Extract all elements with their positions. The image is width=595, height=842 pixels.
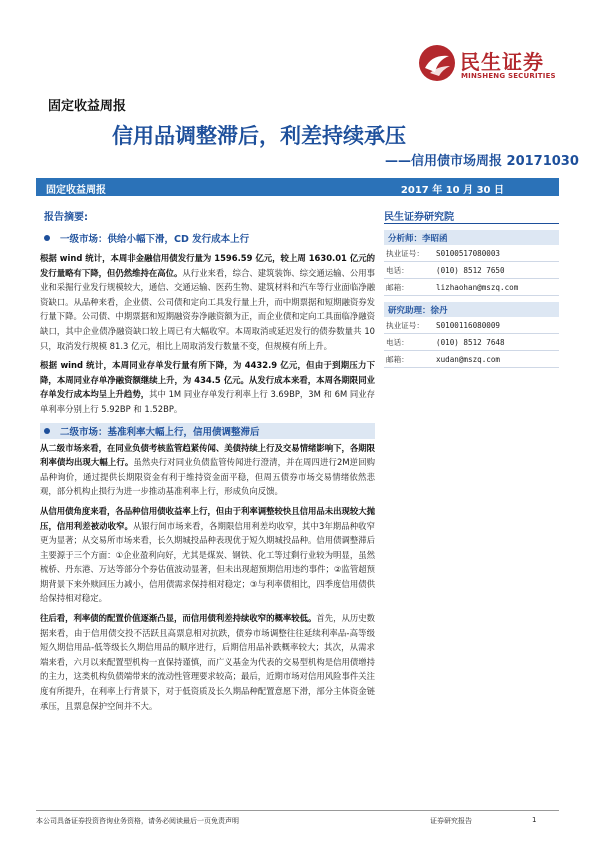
paragraph-bold: 根据 wind 统计，本周同业存单发行量有所下降，为 4432.9 亿元，但由于到期压力下降，本周同业存单净融资额继续上升，为 434.5 亿元。从发行成本来看，本周各期限同业存单发行成本均呈上升趋势，	[40, 360, 375, 400]
row-label: 邮箱：	[386, 354, 409, 364]
footer-disclaimer: 本公司具备证券投资咨询业务资格，请务必阅读最后一页免责声明	[36, 817, 239, 825]
row-value: (010) 8512 7648	[436, 337, 505, 347]
paragraph	[40, 504, 375, 606]
analyst-license-row	[384, 245, 559, 262]
report-date: 2017 年 10 月 30 日	[400, 185, 504, 196]
paragraph-text: 首先，从历史数据来看，由于信用债交投不活跃且高票息相对抗跌，债券市场调整往往延续利率品-高等级短久期信用品-低等级长久期信用品的顺序进行，后期信用品补跌概率较大；其次，从需求端来看，六月以来配置型机构一直保持谨慎，而广义基金为代表的交易型机构是信用债增持的主力，这类机构负债端带来的流动性管理要求较高；最后，近期市场对信用风险事件关注度有所提升，在利率上行背景下，对于低资质及长久期品种配置意愿下滑，部分主体资金链承压，且票息保护空间并不大。	[40, 613, 375, 711]
assistant-email-row	[384, 351, 559, 368]
paragraph	[40, 441, 375, 499]
analyst-heading: 分析师：李昭函	[384, 230, 559, 245]
assistant-license-row	[384, 317, 559, 334]
page-subtitle: ——信用债市场周报 20171030	[385, 154, 579, 169]
institute-name: 民生证券研究院	[384, 208, 559, 224]
author-sidebar	[384, 208, 559, 368]
row-value: S0100116080009	[436, 320, 501, 330]
paragraph-bold: 从信用债角度来看，各品种信用债收益率上行，但由于利率调整较快且信用品未出现较大抛压，信用利差被动收窄。	[40, 505, 375, 531]
footer-label: 证券研究报告	[430, 817, 472, 825]
analyst-email-row	[384, 279, 559, 296]
row-label: 邮箱：	[386, 282, 409, 292]
row-label: 电话：	[386, 337, 409, 347]
bullet-icon	[44, 428, 50, 434]
paragraph-text: 其中 1M 同业存单发行利率上行 3.69BP，3M 和 6M 同业存单利率分别上行 5.92BP 和 1.52BP。	[40, 389, 376, 414]
section-heading-text: 二级市场：基准利率大幅上行，信用债调整滞后	[60, 426, 260, 438]
brand-name-en: MINSHENG SECURITIES	[461, 72, 556, 80]
brand-name-cn: 民生证券	[460, 50, 544, 74]
paragraph	[40, 611, 375, 713]
footer-divider	[36, 810, 559, 811]
report-type: 固定收益周报	[48, 99, 127, 114]
summary-column	[40, 208, 375, 713]
assistant-heading: 研究助理：徐丹	[384, 302, 559, 317]
paragraph	[40, 358, 375, 416]
summary-title: 报告摘要:	[44, 212, 88, 223]
bullet-icon	[44, 235, 50, 241]
row-label: 执业证号：	[386, 248, 424, 258]
header-bar	[36, 178, 559, 196]
brand-logo	[418, 44, 558, 84]
section-heading-secondary-market	[40, 423, 375, 439]
analyst-phone-row	[384, 262, 559, 279]
page-number: 1	[532, 816, 537, 824]
paragraph-bold: 往后看，利率债的配置价值逐渐凸显，而信用债利差持续收窄的概率较低。	[40, 613, 317, 624]
paragraph-text: 虽然央行对同业负债监管传闻进行澄清，并在周四进行2M逆回购品种询价，通过提供长期限资金有利于维持资金面平稳，但周五债券市场交易情绪依然悲观，部分机构止损行为进一步推动基准利率上行，形成负向反馈。	[40, 457, 375, 497]
section-heading-text: 一级市场：供给小幅下滑，CD 发行成本上行	[60, 234, 250, 245]
row-value: (010) 8512 7650	[436, 265, 505, 275]
minsheng-logo-icon	[418, 44, 456, 82]
paragraph-bold: 从二级市场来看，在同业负债考核监管趋紧传闻、美债持续上行及交易情绪影响下，各期限利率债均出现大幅上行。	[40, 442, 375, 468]
assistant-phone-row	[384, 334, 559, 351]
paragraph	[40, 251, 375, 353]
paragraph-bold: 根据 wind 统计，本周非金融信用债发行量为 1596.59 亿元，较上周 1630.01 亿元的发行量略有下降，但仍然维持在高位。	[40, 253, 375, 278]
page-title: 信用品调整滞后，利差持续承压	[112, 124, 406, 148]
paragraph-text: 从行业来看，综合、建筑装饰、综交通运输、公用事业和采掘行业发行规模较大，通信、交通运输、医药生物、建筑材料和汽车等行业面临净融资缺口。从品种来看，企业债、公司债和定向工具发行量上升，而中期票据和短期融资券发行量下降。公司债、中期票据和短期融资券净融资额为正，而企业债和定向工具面临净融资缺口，其中企业债净融资缺口较上周已有大幅收窄。本周取消或延迟发行的债券数量共 10 只，取消发行规模 81.3 亿元，相比上周取消发行数量不变，但规模有所上升。	[40, 267, 375, 351]
row-label: 电话：	[386, 265, 409, 275]
paragraph-text: 从银行间市场来看，各期限信用利差均收窄，其中3年期品种收窄更为显著；从交易所市场来看，长久期城投品种表现优于短久期城投品种。信用债调整滞后主要源于三个方面：①企业盈利向好，尤其是煤炭、钢铁、化工等过剩行业较为明显，虽然梳桥、丹东港、万达等部分个券估值波动显著，但未出现超预期信用违约事件；②监管超预期背景下来外赎回压力减小，信用债需求保持相对稳定；③与利率债相比，四季度信用债供给保持相对稳定。	[40, 520, 375, 604]
bar-report-type: 固定收益周报	[46, 185, 106, 196]
assistant-email-link[interactable]: xudan@mszq.com	[436, 354, 501, 364]
row-value: S0100517080003	[436, 248, 501, 258]
analyst-email-link[interactable]: lizhaohan@mszq.com	[436, 282, 519, 292]
section-heading-primary-market	[40, 230, 375, 246]
row-label: 执业证号：	[386, 320, 424, 330]
